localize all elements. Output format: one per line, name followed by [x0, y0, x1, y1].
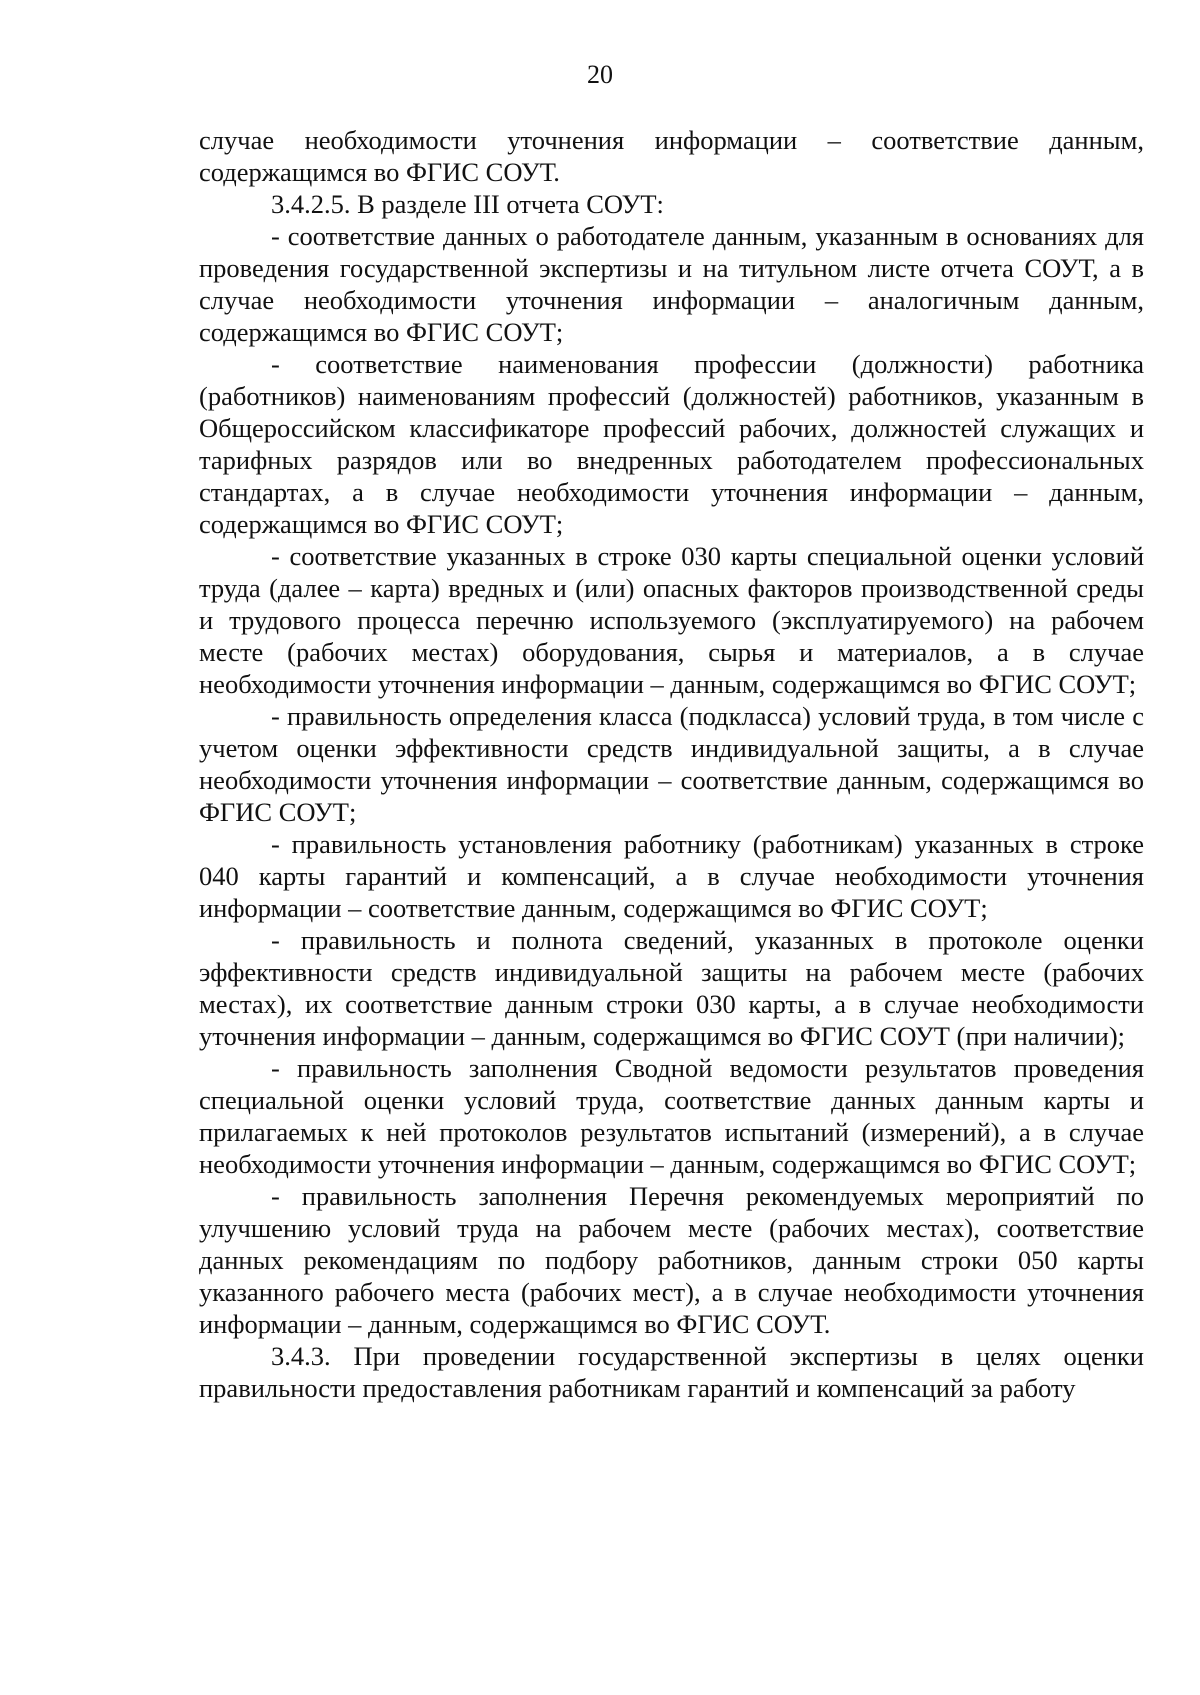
- document-body: [199, 124, 1144, 1404]
- paragraph-list-item: - правильность заполнения Сводной ведомости результатов проведения специальной оценки условий труда, соответствие данных данным карты и прилагаемых к ней протоколов результатов испытаний (измерений), а в случае необходимости уточнения информации – данным, содержащимся во ФГИС СОУТ;: [199, 1053, 1144, 1179]
- paragraph-list-item: - правильность и полнота сведений, указанных в протоколе оценки эффективности средств индивидуальной защиты на рабочем месте (рабочих местах), их соответствие данным строки 030 карты, а в случае необходимости уточнения информации – данным, содержащимся во ФГИС СОУТ (при наличии);: [199, 925, 1144, 1051]
- paragraph-continuation: случае необходимости уточнения информации – соответствие данным, содержащимся во ФГИС СОУТ.: [199, 125, 1144, 187]
- paragraph-list-item: - правильность установления работнику (работникам) указанных в строке 040 карты гарантий и компенсаций, а в случае необходимости уточнения информации – соответствие данным, содержащимся во ФГИС СОУТ;: [199, 829, 1144, 923]
- paragraph-list-item: - соответствие указанных в строке 030 карты специальной оценки условий труда (далее – карта) вредных и (или) опасных факторов производственной среды и трудового процесса перечню используемого (эксплуатируемого) на рабочем месте (рабочих местах) оборудования, сырья и материалов, а в случае необходимости уточнения информации – данным, содержащимся во ФГИС СОУТ;: [199, 541, 1144, 699]
- paragraph-list-item: - соответствие данных о работодателе данным, указанным в основаниях для проведения государственной экспертизы и на титульном листе отчета СОУТ, а в случае необходимости уточнения информации – аналогичным данным, содержащимся во ФГИС СОУТ;: [199, 221, 1144, 347]
- paragraph-section-start: 3.4.3. При проведении государственной экспертизы в целях оценки правильности предоставления работникам гарантий и компенсаций за работу: [199, 1341, 1144, 1403]
- paragraph-section-heading: 3.4.2.5. В разделе III отчета СОУТ:: [271, 189, 664, 219]
- paragraph-list-item: - правильность определения класса (подкласса) условий труда, в том числе с учетом оценки эффективности средств индивидуальной защиты, а в случае необходимости уточнения информации – соответствие данным, содержащимся во ФГИС СОУТ;: [199, 701, 1144, 827]
- page-number: 20: [587, 60, 613, 89]
- paragraph-list-item: - соответствие наименования профессии (должности) работника (работников) наименованиям профессий (должностей) работников, указанным в Общероссийском классификаторе профессий рабочих, должностей служащих и тарифных разрядов или во внедренных работодателем профессиональных стандартах, а в случае необходимости уточнения информации – данным, содержащимся во ФГИС СОУТ;: [199, 349, 1144, 539]
- paragraph-list-item: - правильность заполнения Перечня рекомендуемых мероприятий по улучшению условий труда на рабочем месте (рабочих местах), соответствие данных рекомендациям по подбору работников, данным строки 050 карты указанного рабочего места (рабочих мест), а в случае необходимости уточнения информации – данным, содержащимся во ФГИС СОУТ.: [199, 1181, 1144, 1339]
